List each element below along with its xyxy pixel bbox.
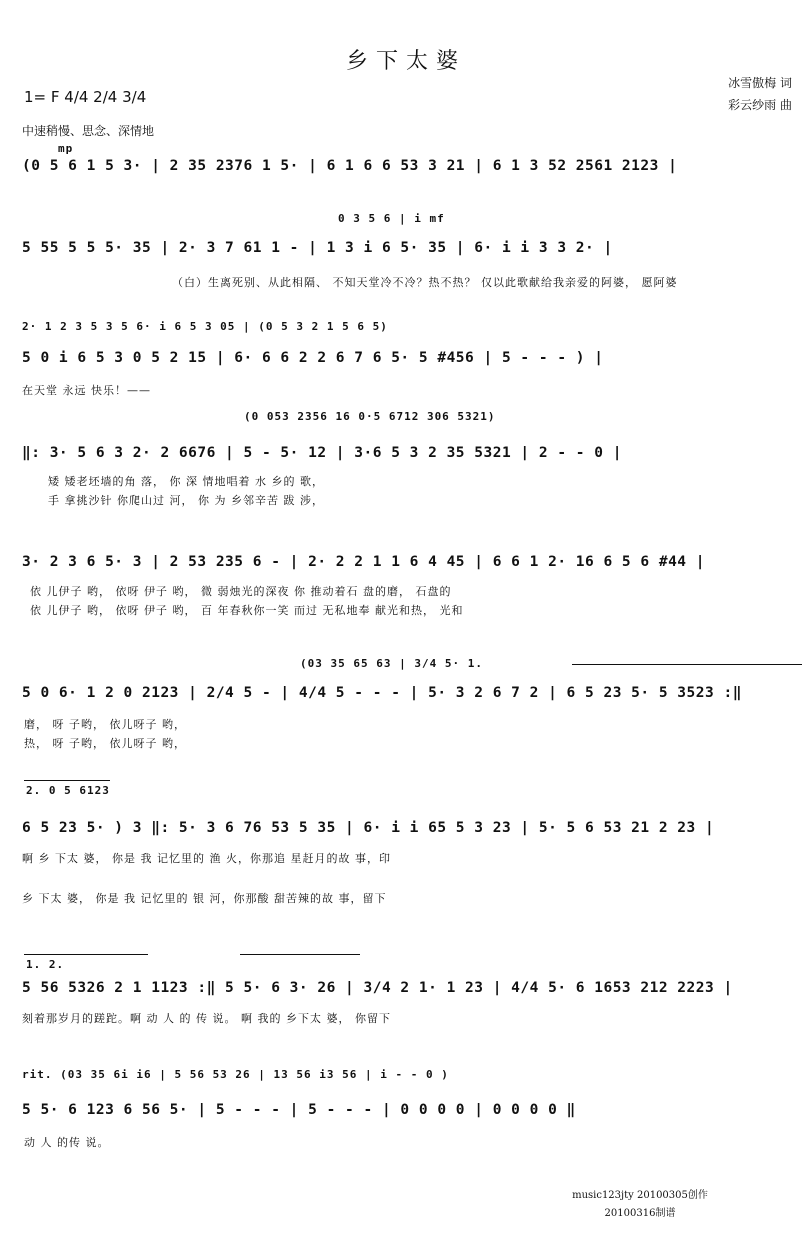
volta-bracket-1b [24,954,148,955]
lyric-line-1: 磨， 呀 子哟， 依儿呀子 哟， [24,718,186,731]
footer-credit: music123jty 20100305创作 [572,1190,708,1201]
upper-line: 2· 1 2 3 5 3 5 6· i 6 5 3 05 | (0 5 3 2 1 5 6 5) [22,320,388,333]
upper-line: 1. 2. [26,958,65,971]
upper-line: rit. (03 35 6i i6 | 5 56 53 26 | 13 56 i3 56 | i - - 0 ) [22,1068,449,1081]
lyric-line-2: 热， 呀 子哟， 依儿呀子 哟， [24,737,186,750]
notes-line: 6 5 23 5· ) 3 ‖: 5· 3 6 76 53 5 35 | 6· i i 65 5 3 23 | 5· 5 6 53 21 2 23 | [22,820,715,836]
lyric-line: （白）生离死别、从此相隔、 不知天堂冷不冷？热不热？ 仅以此歌献给我亲爱的阿婆， 愿阿婆 [172,276,678,289]
lyric-line-1: 啊 乡 下太 婆， 你是 我 记忆里的 渔 火，你那追 星赶月的故 事，印 [22,852,391,865]
footer-date: 20100316制谱 [604,1208,676,1219]
notes-line: (0 5 6 1 5 3· | 2 35 2376 1 5· | 6 1 6 6 53 3 21 | 6 1 3 52 2561 2123 | [22,158,678,174]
lyric-line: 在天堂 永远 快乐！—— [22,384,151,397]
notes-line: 5 56 5326 2 1 1123 :‖ 5 5· 6 3· 26 | 3/4 2 1· 1 23 | 4/4 5· 6 1653 212 2223 | [22,980,733,996]
upper-line: 0 3 5 6 | i mf [338,212,445,225]
lyric-line-2: 手 拿挑沙针 你爬山过 河， 你 为 乡邻辛苦 跋 涉， [48,494,324,507]
notes-line: 5 0 i 6 5 3 0 5 2 15 | 6· 6 6 2 2 6 7 6 5· 5 #456 | 5 - - - ) | [22,350,604,366]
lyric-line-1: 矮 矮老坯墙的角 落， 你 深 情地唱着 水 乡的 歌， [48,475,324,488]
lyric-line-2: 乡 下太 婆， 你是 我 记忆里的 银 河，你那酸 甜苦辣的故 事，留下 [22,892,387,905]
notes-line: 3· 2 3 6 5· 3 | 2 53 235 6 - | 2· 2 2 1 1 6 4 45 | 6 6 1 2· 16 6 5 6 #44 | [22,554,706,570]
upper-line: mp [58,142,74,155]
lyric-line-2: 依 儿伊子 哟， 依呀 伊子 哟， 百 年春秋你一笑 而过 无私地奉 献光和热， 光和 [30,604,464,617]
notes-line: 5 5· 6 123 6 56 5· | 5 - - - | 5 - - - | 0 0 0 0 | 0 0 0 0 ‖ [22,1102,576,1118]
key-signature: 1= F 4/4 2/4 3/4 [24,88,147,106]
lyric-line-1: 依 儿伊子 哟， 依呀 伊子 哟， 微 弱烛光的深夜 你 推动着石 盘的磨， 石盘的 [30,585,452,598]
tempo-marking: 中速稍慢、思念、深情地 [22,124,155,138]
volta-bracket-2b [240,954,360,955]
volta-bracket-1 [572,664,802,665]
volta-bracket-2 [24,780,110,781]
upper-line: (03 35 65 63 | 3/4 5· 1. [300,657,483,670]
notes-line: 5 55 5 5 5· 35 | 2· 3 7 61 1 - | 1 3 i 6 5· 35 | 6· i i 3 3 2· | [22,240,613,256]
composer: 彩云纱雨 曲 [728,98,792,112]
upper-line: 2. 0 5 6123 [26,784,110,797]
lyric-line: 动 人 的传 说。 [24,1136,110,1149]
credits [728,72,792,116]
notes-line: 5 0 6· 1 2 0 2123 | 2/4 5 - | 4/4 5 - - - | 5· 3 2 6 7 2 | 6 5 23 5· 5 3523 :‖ [22,685,742,701]
upper-line: (0 053 2356 16 0·5 6712 306 5321) [244,410,496,423]
lyricist: 冰雪傲梅 词 [728,76,792,90]
notes-line: ‖: 3· 5 6 3 2· 2 6676 | 5 - 5· 12 | 3·6 5 3 2 35 5321 | 2 - - 0 | [22,445,622,461]
song-title: 乡下太婆 [345,49,466,74]
lyric-line: 刻着那岁月的蹉跎。啊 动 人 的 传 说。 啊 我的 乡下太 婆， 你留下 [22,1012,391,1025]
